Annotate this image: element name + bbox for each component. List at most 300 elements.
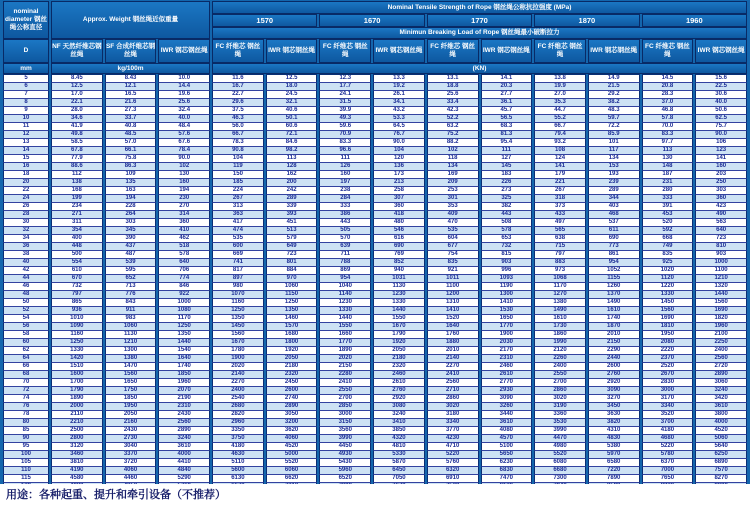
value-cell: 520 [642,219,694,227]
value-cell: 3190 [534,403,586,411]
value-cell: 1450 [212,323,264,331]
value-cell: 535 [427,227,479,235]
value-cell: 199 [51,195,103,203]
value-cell: 3350 [212,427,264,435]
value-cell: 20.8 [642,83,694,91]
value-cell: 38.2 [588,99,640,107]
value-cell: 4320 [373,435,425,443]
diameter-cell: 46 [3,283,49,291]
value-cell: 4190 [51,467,103,475]
value-cell: 17.0 [51,91,103,99]
table-row [3,435,747,443]
value-cell: 4410 [158,459,210,467]
value-cell: 194 [158,187,210,195]
value-cell: 19.2 [373,83,425,91]
value-cell: 1820 [695,315,747,323]
value-cell: 224 [212,187,264,195]
value-cell: 264 [105,211,157,219]
value-cell: 52.2 [427,115,479,123]
value-cell: 5960 [319,467,371,475]
value-cell: 267 [534,187,586,195]
value-cell: 113 [642,147,694,155]
value-cell: 7650 [642,475,694,483]
value-cell: 1440 [158,339,210,347]
value-cell: 713 [105,283,157,291]
diameter-cell: 12 [3,131,49,139]
value-cell: 12.1 [105,83,157,91]
value-cell: 34.1 [373,99,425,107]
fc-col-header-1870: FC 纤维芯 钢丝绳 [534,39,586,63]
value-cell: 4520 [266,443,318,451]
value-cell: 2860 [534,387,586,395]
value-cell: 539 [105,259,157,267]
value-cell: 1690 [642,315,694,323]
value-cell: 21.5 [588,83,640,91]
value-cell: 2050 [266,355,318,363]
value-cell: 226 [481,179,533,187]
value-cell: 124 [534,155,586,163]
diameter-cell: 10 [3,115,49,123]
value-cell: 2610 [373,379,425,387]
value-cell: 106 [695,139,747,147]
value-cell: 2920 [588,379,640,387]
value-cell: 22.5 [695,83,747,91]
value-cell: 423 [695,203,747,211]
value-cell: 48.4 [158,123,210,131]
fc-col-header-1960: FC 纤维芯 钢丝绳 [642,39,694,63]
weight-unit: kg/100m [51,63,210,74]
table-row [3,371,747,379]
value-cell: 393 [266,211,318,219]
value-cell: 410 [158,227,210,235]
value-cell: 84.6 [266,139,318,147]
table-row [3,467,747,475]
diameter-cell: 26 [3,203,49,211]
value-cell: 1010 [51,315,103,323]
value-cell: 1740 [588,315,640,323]
value-cell: 6580 [588,459,640,467]
value-cell: 90.8 [212,147,264,155]
value-cell: 18.8 [427,83,479,91]
diameter-cell: 70 [3,379,49,387]
value-cell: 3820 [588,419,640,427]
value-cell: 25.6 [427,91,479,99]
value-cell: 57.6 [158,131,210,139]
value-cell: 3530 [534,419,586,427]
value-cell: 437 [105,243,157,251]
value-cell: 925 [642,259,694,267]
usage-note: 用途：各种起重、提升和牵引设备（不推荐） [0,484,750,507]
value-cell: 25.6 [158,99,210,107]
value-cell: 652 [105,275,157,283]
strength-1960: 1960 [642,14,747,27]
value-cell: 1370 [588,291,640,299]
value-cell: 8.43 [105,74,157,83]
iwr-col-header-1670: IWR 钢芯钢丝绳 [373,39,425,63]
value-cell: 56.0 [212,123,264,131]
strength-1870: 1870 [534,14,639,27]
value-cell: 1690 [695,307,747,315]
diameter-cell: 64 [3,355,49,363]
value-cell: 1250 [158,323,210,331]
value-cell: 670 [51,275,103,283]
value-cell: 36.1 [481,99,533,107]
value-cell: 604 [427,235,479,243]
value-cell: 126 [319,163,371,171]
value-cell: 93.2 [534,139,586,147]
value-cell: 2020 [319,355,371,363]
value-cell: 2320 [373,363,425,371]
table-row [3,459,747,467]
value-cell: 253 [427,187,479,195]
value-cell: 3000 [642,387,694,395]
value-cell: 983 [105,315,157,323]
value-cell: 11.6 [212,74,264,83]
value-cell: 1350 [158,331,210,339]
value-cell: 1850 [105,395,157,403]
value-cell: 4980 [534,443,586,451]
table-row [3,83,747,91]
value-cell: 382 [481,203,533,211]
value-cell: 2670 [642,371,694,379]
value-cell: 2310 [481,355,533,363]
table-row [3,123,747,131]
value-cell: 4060 [105,467,157,475]
value-cell: 10.0 [158,74,210,83]
value-cell: 2140 [427,355,479,363]
value-cell: 360 [373,203,425,211]
value-cell: 238 [319,187,371,195]
value-cell: 311 [51,219,103,227]
value-cell: 325 [481,195,533,203]
value-cell: 4230 [427,435,479,443]
value-cell: 2710 [427,387,479,395]
value-cell: 1060 [266,283,318,291]
value-cell: 27.3 [105,107,157,115]
value-cell: 75.7 [695,123,747,131]
strength-1670: 1670 [319,14,424,27]
value-cell: 130 [642,155,694,163]
value-cell: 1160 [51,331,103,339]
value-cell: 40.6 [266,107,318,115]
value-cell: 865 [51,299,103,307]
value-cell: 5380 [588,443,640,451]
value-cell: 1210 [105,339,157,347]
value-cell: 1610 [534,315,586,323]
table-row [3,139,747,147]
value-cell: 554 [51,259,103,267]
table-row [3,419,747,427]
value-cell: 318 [534,195,586,203]
diameter-cell: 76 [3,403,49,411]
value-cell: 303 [695,187,747,195]
value-cell: 83.3 [319,139,371,147]
value-cell: 846 [158,283,210,291]
table-row [3,91,747,99]
strength-1570: 1570 [212,14,317,27]
table-row [3,243,747,251]
value-cell: 409 [427,211,479,219]
value-cell: 289 [588,187,640,195]
value-cell: 1520 [427,315,479,323]
value-cell: 1440 [695,291,747,299]
value-cell: 234 [51,203,103,211]
value-cell: 2290 [588,347,640,355]
diameter-cell: 22 [3,187,49,195]
value-cell: 3440 [481,411,533,419]
value-cell: 2740 [266,395,318,403]
value-cell: 112 [51,171,103,179]
value-cell: 3040 [105,443,157,451]
value-cell: 2560 [158,419,210,427]
value-cell: 46.3 [212,115,264,123]
value-cell: 5220 [642,443,694,451]
value-cell: 578 [158,251,210,259]
value-cell: 1100 [695,267,747,275]
value-cell: 301 [427,195,479,203]
value-cell: 95.4 [481,139,533,147]
value-cell: 33.7 [105,115,157,123]
diameter-cell: 5 [3,74,49,83]
value-cell: 5640 [695,443,747,451]
value-cell: 39.9 [319,107,371,115]
value-cell: 535 [212,235,264,243]
value-cell: 3180 [427,411,479,419]
table-row [3,291,747,299]
value-cell: 1570 [266,323,318,331]
value-cell: 474 [212,227,264,235]
value-cell: 869 [319,267,371,275]
value-cell: 7050 [373,475,425,483]
value-cell: 1760 [427,331,479,339]
value-cell: 1490 [588,299,640,307]
value-cell: 1093 [481,275,533,283]
value-cell: 70.0 [642,123,694,131]
value-cell: 1790 [373,331,425,339]
diameter-cell: 15 [3,155,49,163]
value-cell: 4710 [427,443,479,451]
value-cell: 1890 [51,395,103,403]
value-cell: 12.5 [266,74,318,83]
value-cell: 2450 [266,379,318,387]
value-cell: 90.0 [695,131,747,139]
diameter-cell: 28 [3,211,49,219]
value-cell: 3000 [319,411,371,419]
value-cell: 2720 [695,363,747,371]
value-cell: 4520 [695,427,747,435]
value-cell: 267 [212,195,264,203]
value-cell: 2180 [266,363,318,371]
table-row [3,347,747,355]
value-cell: 1790 [51,387,103,395]
value-cell: 711 [319,251,371,259]
value-cell: 2170 [481,347,533,355]
value-cell: 3020 [427,403,479,411]
value-cell: 160 [319,171,371,179]
value-cell: 3750 [212,435,264,443]
value-cell: 3200 [266,419,318,427]
value-cell: 1011 [427,275,479,283]
diameter-cell: 16 [3,163,49,171]
diameter-cell: 8 [3,99,49,107]
value-cell: 127 [481,155,533,163]
table-row [3,259,747,267]
value-cell: 4080 [481,427,533,435]
value-cell: 690 [588,235,640,243]
value-cell: 200 [266,179,318,187]
value-cell: 3450 [588,403,640,411]
value-cell: 1860 [534,331,586,339]
value-cell: 160 [158,179,210,187]
diameter-cell: 32 [3,227,49,235]
rope-spec-table [1,1,749,491]
value-cell: 333 [642,195,694,203]
value-cell: 15.6 [695,74,747,83]
value-cell: 1920 [266,347,318,355]
value-cell: 2800 [51,435,103,443]
value-cell: 749 [642,243,694,251]
value-cell: 1640 [427,323,479,331]
value-cell: 153 [588,163,640,171]
value-cell: 1200 [427,291,479,299]
value-cell: 360 [158,219,210,227]
value-cell: 2920 [373,395,425,403]
value-cell: 24.1 [319,91,371,99]
value-cell: 64.5 [373,123,425,131]
value-cell: 3850 [373,427,425,435]
value-cell: 3370 [105,451,157,459]
value-cell: 451 [266,219,318,227]
value-cell: 1170 [534,283,586,291]
value-cell: 230 [158,195,210,203]
value-cell: 563 [695,219,747,227]
value-cell: 1000 [695,259,747,267]
value-cell: 3120 [51,443,103,451]
value-cell: 57.0 [105,139,157,147]
value-cell: 34.6 [51,115,103,123]
value-cell: 1540 [158,347,210,355]
value-cell: 22.7 [212,91,264,99]
value-cell: 1750 [105,387,157,395]
value-cell: 28.3 [642,91,694,99]
value-cell: 852 [373,259,425,267]
value-cell: 5970 [588,451,640,459]
value-cell: 1920 [373,339,425,347]
value-cell: 2400 [695,347,747,355]
value-cell: 669 [212,251,264,259]
table-row [3,443,747,451]
value-cell: 500 [51,251,103,259]
value-cell: 2160 [105,419,157,427]
value-cell: 1190 [481,283,533,291]
diameter-symbol: D [3,39,49,63]
diameter-cell: 56 [3,323,49,331]
value-cell: 3420 [695,395,747,403]
value-cell: 7000 [642,467,694,475]
table-header [3,1,747,74]
table-row [3,131,747,139]
value-cell: 954 [319,275,371,283]
iwr-col-header-1870: IWR 钢芯钢丝绳 [588,39,640,63]
value-cell: 1380 [534,299,586,307]
value-cell: 723 [695,235,747,243]
value-cell: 108 [534,147,586,155]
value-cell: 815 [481,251,533,259]
value-cell: 443 [481,211,533,219]
diameter-cell: 18 [3,171,49,179]
value-cell: 72.1 [266,131,318,139]
value-cell: 128 [266,163,318,171]
value-cell: 79.4 [534,131,586,139]
value-cell: 27.7 [481,91,533,99]
value-cell: 2890 [695,371,747,379]
value-cell: 3150 [319,419,371,427]
value-cell: 4000 [158,451,210,459]
value-cell: 1740 [158,363,210,371]
table-row [3,403,747,411]
value-cell: 1330 [642,291,694,299]
value-cell: 3170 [642,395,694,403]
value-cell: 754 [427,251,479,259]
value-cell: 12.5 [51,83,103,91]
value-cell: 1130 [105,331,157,339]
value-cell: 1350 [212,315,264,323]
value-cell: 690 [373,243,425,251]
value-cell: 706 [158,267,210,275]
value-cell: 7300 [534,475,586,483]
value-cell: 3090 [481,395,533,403]
value-cell: 3260 [481,403,533,411]
value-cell: 640 [695,227,747,235]
table-row [3,395,747,403]
strength-1770: 1770 [427,14,532,27]
iwr-weight-col-header: IWR 钢芯钢丝绳 [158,39,210,63]
value-cell: 403 [588,203,640,211]
value-cell: 169 [427,171,479,179]
value-cell: 303 [105,219,157,227]
diameter-cell: 105 [3,459,49,467]
value-cell: 173 [373,171,425,179]
value-cell: 1470 [105,363,157,371]
value-cell: 111 [319,155,371,163]
value-cell: 6130 [212,475,264,483]
value-cell: 18.0 [266,83,318,91]
value-cell: 66.7 [534,123,586,131]
value-cell: 3240 [695,387,747,395]
value-cell: 2020 [212,363,264,371]
value-cell: 8270 [695,475,747,483]
value-cell: 141 [534,163,586,171]
table-row [3,275,747,283]
value-cell: 2370 [642,355,694,363]
value-cell: 1090 [51,323,103,331]
value-cell: 1810 [642,323,694,331]
nf-col-header: NF 天然纤维芯钢丝绳 [51,39,103,63]
table-row [3,411,747,419]
diameter-cell: 78 [3,411,49,419]
value-cell: 98.2 [266,147,318,155]
value-cell: 2310 [158,403,210,411]
value-cell: 130 [158,171,210,179]
diameter-cell: 52 [3,307,49,315]
value-cell: 1550 [373,315,425,323]
value-cell: 1060 [105,323,157,331]
value-cell: 307 [373,195,425,203]
diameter-cell: 13 [3,139,49,147]
value-cell: 4570 [481,435,533,443]
diameter-cell: 100 [3,451,49,459]
diameter-cell: 68 [3,371,49,379]
